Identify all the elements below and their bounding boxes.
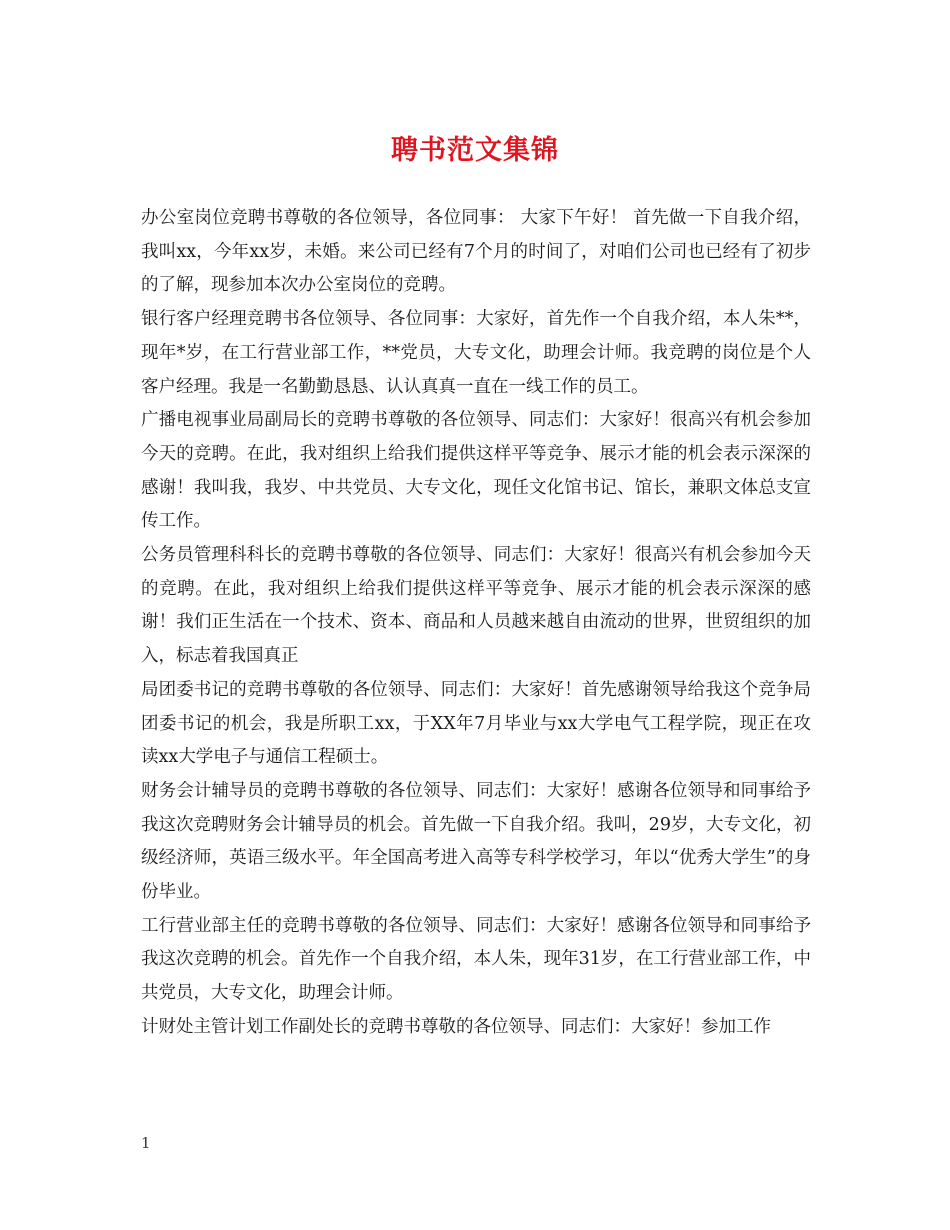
- paragraph-finance-tutor: 财务会计辅导员的竞聘书尊敬的各位领导、同志们：大家好！感谢各位领导和同事给予我这次竞聘财务会计辅导员的机会。首先做一下自我介绍。我叫，29岁，大专文化，初级经济师，英语三级水平。年全国高考进入高等专科学校学习，年以“优秀大学生”的身份毕业。: [141, 780, 811, 903]
- paragraph-civil-servant-chief: 公务员管理科科长的竞聘书尊敬的各位领导、同志们：大家好！很高兴有机会参加今天的竞聘。在此，我对组织上给我们提供这样平等竞争、展示才能的机会表示深深的感谢！我们正生活在一个技术、资本、商品和人员越来越自由流动的世界，世贸组织的加入，标志着我国真正: [141, 545, 811, 667]
- page-title: 聘书范文集锦: [391, 135, 559, 166]
- paragraph-planning-deputy: 计财处主管计划工作副处长的竞聘书尊敬的各位领导、同志们：大家好！参加工作: [141, 1016, 771, 1037]
- paragraph-business-director: 工行营业部主任的竞聘书尊敬的各位领导、同志们：大家好！感谢各位领导和同事给予我这次竞聘的机会。首先作一个自我介绍，本人朱，现年31岁，在工行营业部工作，中共党员，大专文化，助理会计师。: [141, 915, 811, 1004]
- paragraph-broadcast-deputy: 广播电视事业局副局长的竞聘书尊敬的各位领导、同志们：大家好！很高兴有机会参加今天的竞聘。在此，我对组织上给我们提供这样平等竞争、展示才能的机会表示深深的感谢！我叫我，我岁、中共党员、大专文化，现任文化馆书记、馆长，兼职文体总支宣传工作。: [141, 410, 811, 532]
- paragraph-youth-league: 局团委书记的竞聘书尊敬的各位领导、同志们：大家好！首先感谢领导给我这个竞争局团委书记的机会，我是所职工xx，于XX年7月毕业与xx大学电气工程学院，现正在攻读xx大学电子与通信工程硕士。: [141, 679, 811, 768]
- paragraph-bank-manager: 银行客户经理竞聘书各位领导、各位同事：大家好，首先作一个自我介绍，本人朱**，现年*岁，在工行营业部工作，**党员，大专文化，助理会计师。我竞聘的岗位是个人客户经理。我是一名勤勤恳恳、认认真真一直在一线工作的员工。: [141, 309, 811, 397]
- paragraph-office-post: 办公室岗位竞聘书尊敬的各位领导，各位同事： 大家下午好！ 首先做一下自我介绍，我叫xx，今年xx岁，未婚。来公司已经有7个月的时间了，对咱们公司也已经有了初步的了解，现参加本次办公室岗位的竞聘。: [141, 208, 811, 296]
- page-number: 1: [141, 1134, 151, 1152]
- document-body: [141, 202, 811, 1045]
